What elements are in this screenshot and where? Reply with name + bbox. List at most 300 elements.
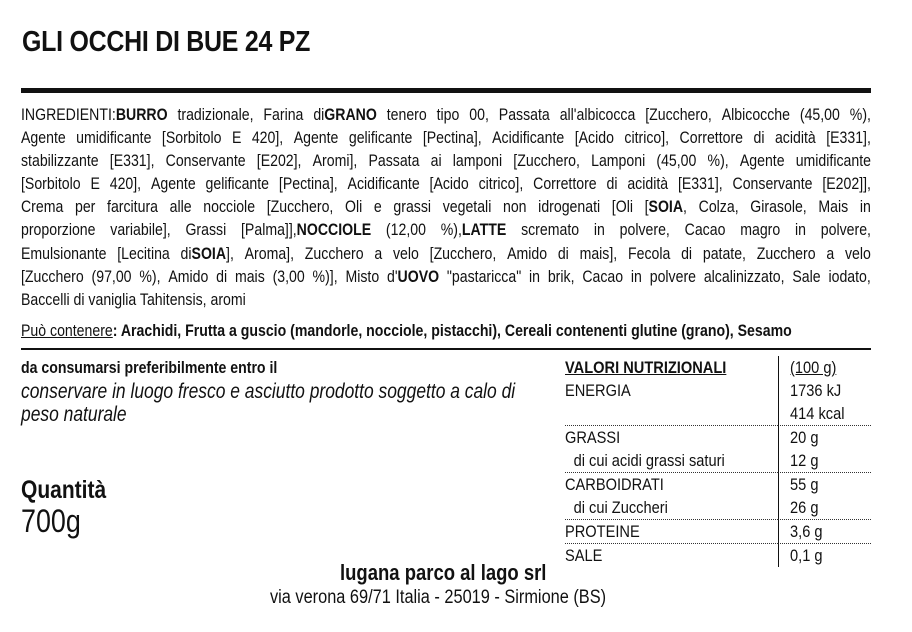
ingredient-word: iodato,: [828, 266, 871, 286]
ingredient-token: [349, 126, 413, 149]
ingredient-word: ],: [226, 243, 234, 263]
ingredient-token: [699, 195, 739, 218]
ingredient-word: Amido: [507, 243, 548, 263]
ingredient-word: vegetali: [442, 197, 492, 217]
ingredient-word: ,: [683, 197, 687, 217]
ingredient-word: [E202]],: [822, 174, 871, 194]
ingredient-token: [447, 265, 521, 288]
nutrition-row: [565, 402, 871, 426]
ingredient-word: per: [74, 197, 96, 217]
ingredient-token: [181, 242, 234, 265]
ingredient-token: [548, 265, 575, 288]
ingredient-word: [E331],: [109, 151, 155, 171]
ingredient-word: a: [826, 243, 835, 263]
company-name: lugana parco al lago srl: [340, 560, 547, 585]
ingredient-token: [680, 126, 743, 149]
nutrient-value: 414 kcal: [790, 404, 845, 423]
ingredient-token: [170, 195, 192, 218]
ingredients-block: [21, 103, 871, 311]
ingredient-token: [558, 242, 569, 265]
ingredient-token: [387, 103, 427, 126]
ingredient-token: [678, 172, 723, 195]
ingredient-word: lamponi: [452, 151, 503, 171]
nutrient-name: SALE: [565, 546, 603, 565]
ingredient-word: [Pectina],: [278, 174, 338, 194]
ingredient-word: in: [630, 266, 642, 286]
allergen-word: SOIA: [648, 197, 684, 217]
ingredient-token: [796, 149, 871, 172]
ingredient-word: polvere,: [619, 220, 670, 240]
ingredient-word: grassi: [393, 197, 432, 217]
ingredients-line: [21, 242, 871, 265]
ingredient-token: [76, 126, 151, 149]
ingredients-line: [21, 195, 871, 218]
ingredient-token: [177, 103, 253, 126]
ingredient-token: [21, 103, 168, 126]
ingredient-token: [313, 265, 338, 288]
ingredient-token: [431, 149, 442, 172]
ingredient-token: [575, 126, 614, 149]
ingredient-token: [273, 265, 305, 288]
ingredient-token: [703, 242, 746, 265]
ingredient-word: (3,00: [272, 266, 305, 286]
ingredient-token: [722, 103, 790, 126]
ingredients-line: [21, 172, 871, 195]
ingredient-token: [624, 126, 669, 149]
nutrient-name: di cui Zuccheri: [573, 498, 668, 517]
ingredient-token: [469, 103, 489, 126]
ingredient-token: [754, 126, 765, 149]
ingredient-token: [453, 149, 502, 172]
ingredient-token: [740, 149, 785, 172]
ingredient-token: [267, 195, 334, 218]
ingredient-token: [818, 195, 848, 218]
ingredient-token: [538, 195, 600, 218]
ingredient-token: [430, 172, 469, 195]
ingredient-word: Acidificante: [492, 128, 565, 148]
ingredient-token: [374, 195, 382, 218]
ingredient-token: [393, 242, 419, 265]
ingredient-word: Albicocche: [721, 105, 790, 124]
ingredient-token: [110, 218, 170, 241]
nutrition-row: [565, 520, 871, 544]
ingredient-word: velo: [844, 243, 871, 263]
nutrient-name: CARBOIDRATI: [565, 475, 664, 494]
ingredient-word: Crema: [21, 197, 64, 217]
ingredient-token: [492, 126, 564, 149]
ingredient-word: in: [529, 266, 541, 286]
ingredient-token: [263, 103, 303, 126]
ingredient-word: %),: [707, 151, 729, 171]
ingredient-token: [21, 172, 81, 195]
nutrient-value: 1736 kJ: [790, 381, 842, 400]
ingredient-word: Conservante: [165, 151, 246, 171]
nutrient-value: 0,1 g: [790, 546, 823, 565]
ingredient-word: brik,: [547, 266, 575, 286]
allergen-word: BURRO: [115, 105, 168, 124]
ingredient-token: [594, 218, 605, 241]
best-before-label: da consumarsi preferibilmente entro il: [21, 358, 278, 377]
ingredient-word: [E202],: [256, 151, 302, 171]
ingredient-token: [828, 265, 870, 288]
ingredient-word: d': [386, 266, 398, 286]
ingredient-token: [645, 195, 687, 218]
ingredient-word: Girasole,: [750, 197, 807, 217]
ingredient-word: %),: [139, 266, 161, 286]
ingredient-token: [75, 195, 95, 218]
ingredient-token: [166, 149, 246, 172]
ingredient-token: [185, 218, 226, 241]
ingredient-word: mais],: [579, 243, 618, 263]
ingredients-line: [21, 126, 871, 149]
nutrition-row: [565, 496, 871, 520]
ingredient-token: [612, 195, 633, 218]
ingredient-word: INGREDIENTI:: [21, 105, 116, 124]
ingredient-word: stabilizzante: [21, 151, 99, 171]
quantity-value: 700g: [21, 503, 81, 539]
ingredient-word: Agente: [21, 128, 66, 148]
ingredient-token: [423, 126, 482, 149]
ingredient-word: Conservante: [732, 174, 813, 194]
ingredient-token: [110, 149, 155, 172]
ingredients-line: [21, 265, 871, 288]
may-contain-line: [21, 319, 871, 342]
ingredient-word: Agente: [150, 174, 196, 194]
nutrient-name: ENERGIA: [565, 381, 631, 400]
ingredient-token: [708, 149, 729, 172]
ingredient-token: [168, 265, 208, 288]
company-address: via verona 69/71 Italia - 25019 - Sirmione (BS): [270, 587, 607, 608]
allergen-word: SOIA: [191, 243, 227, 263]
ingredient-token: [627, 172, 668, 195]
allergen-word: UOVO: [397, 266, 440, 286]
ingredient-token: [393, 195, 431, 218]
ingredient-word: patate,: [702, 243, 746, 263]
ingredient-word: Agente: [739, 151, 785, 171]
ingredient-word: Colza,: [698, 197, 739, 217]
ingredient-token: [368, 149, 419, 172]
ingredient-token: [252, 126, 283, 149]
ingredient-token: [681, 242, 692, 265]
ingredient-word: farcitura: [107, 197, 158, 217]
ingredient-token: [216, 265, 227, 288]
ingredient-word: Acidificante: [347, 174, 420, 194]
ingredient-token: [443, 195, 492, 218]
ingredient-token: [139, 265, 160, 288]
ingredient-word: [Sorbitolo: [21, 174, 81, 194]
ingredient-word: mais: [234, 266, 265, 286]
ingredient-word: [Zucchero,: [429, 243, 497, 263]
ingredient-token: [437, 103, 460, 126]
ingredient-word: %),: [440, 220, 462, 240]
ingredient-token: [21, 149, 99, 172]
ingredient-word: alle: [169, 197, 192, 217]
nutrition-header: [565, 356, 871, 379]
ingredient-word: Farina: [263, 105, 304, 124]
ingredient-word: %)],: [312, 266, 338, 286]
ingredient-word: [Palma]],: [241, 220, 297, 240]
ingredient-word: nocciole: [203, 197, 256, 217]
ingredient-word: [Oli: [611, 197, 633, 217]
ingredient-token: [313, 149, 358, 172]
ingredient-word: di: [606, 174, 618, 194]
ingredient-word: Amido: [168, 266, 209, 286]
nutrient-name: GRASSI: [565, 428, 621, 447]
ingredient-token: [345, 195, 362, 218]
ingredient-token: [257, 149, 302, 172]
nutrition-row: [565, 449, 871, 473]
ingredient-word: [Acido: [429, 174, 469, 194]
ingredient-word: E: [90, 174, 100, 194]
ingredient-word: [Zucchero: [21, 266, 84, 286]
nutrition-row: [565, 544, 871, 567]
ingredient-token: [110, 172, 141, 195]
ingredient-word: (97,00: [91, 266, 132, 286]
ingredient-word: Mais: [818, 197, 849, 217]
ingredient-word: magro: [740, 220, 781, 240]
ingredient-word: Sale: [792, 266, 821, 286]
ingredient-token: [606, 172, 617, 195]
ingredient-word: in: [795, 220, 806, 240]
ingredient-word: gelificante: [205, 174, 270, 194]
ingredients-line: [21, 288, 871, 311]
ingredient-word: di: [753, 128, 765, 148]
ingredient-word: [Acido: [574, 128, 614, 148]
ingredient-word: Passata: [368, 151, 420, 171]
ingredient-token: [645, 103, 712, 126]
ingredient-word: tipo: [436, 105, 460, 124]
ingredient-word: (12,00: [385, 220, 426, 240]
may-contain-label: Può contenere: [21, 321, 113, 340]
ingredient-token: [21, 195, 63, 218]
ingredient-word: 420],: [109, 174, 142, 194]
ingredient-token: [795, 218, 806, 241]
ingredient-token: [628, 242, 670, 265]
may-contain-allergens: : Arachidi, Frutta a guscio (mandorle, nocciole, pistacchi), Cereali contenenti glutine (grano), Sesamo: [112, 321, 792, 340]
ingredient-token: [800, 103, 840, 126]
ingredient-token: [826, 242, 834, 265]
ingredient-word: [Zucchero,: [645, 105, 712, 124]
ingredient-word: Correttore: [533, 174, 597, 194]
ingredient-token: [591, 149, 645, 172]
ingredient-word: alcalinizzato,: [703, 266, 785, 286]
ingredient-word: velo: [392, 243, 419, 263]
ingredient-word: Fecola: [627, 243, 671, 263]
ingredient-word: non: [502, 197, 527, 217]
ingredient-word: [Zucchero,: [513, 151, 580, 171]
quantity-label: Quantità: [21, 476, 107, 504]
ingredient-word: Emulsionante: [21, 243, 107, 263]
ingredient-word: [Pectina],: [422, 128, 482, 148]
ingredients-line: [21, 103, 871, 126]
ingredient-token: [499, 103, 550, 126]
ingredient-token: [850, 103, 871, 126]
ingredient-token: [305, 242, 364, 265]
ingredient-token: [206, 172, 270, 195]
ingredient-word: citrico],: [478, 174, 524, 194]
ingredient-token: [529, 265, 540, 288]
ingredient-token: [151, 172, 196, 195]
ingredient-word: tenero: [386, 105, 427, 124]
ingredient-token: [845, 242, 871, 265]
ingredient-word: a: [374, 243, 383, 263]
nutrition-header-unit: (100 g): [790, 358, 837, 377]
ingredient-word: acidità: [774, 128, 816, 148]
ingredient-token: [582, 265, 623, 288]
ingredient-token: [21, 126, 66, 149]
ingredient-token: [441, 218, 507, 241]
nutrient-name: di cui acidi grassi saturi: [573, 451, 725, 470]
nutrient-value: 26 g: [790, 498, 819, 517]
ingredients-line: [21, 149, 871, 172]
ingredient-token: [107, 195, 158, 218]
ingredient-word: ai: [430, 151, 442, 171]
product-title: GLI OCCHI DI BUE 24 PZ: [22, 26, 311, 58]
ingredient-word: all'albicocca: [559, 105, 636, 124]
ingredient-word: [E331],: [677, 174, 723, 194]
ingredient-word: umidificante: [795, 151, 871, 171]
ingredient-token: [21, 265, 84, 288]
ingredient-token: [656, 149, 696, 172]
ingredient-word: Agente: [293, 128, 339, 148]
ingredient-token: [740, 218, 780, 241]
ingredient-word: proporzione: [21, 220, 96, 240]
ingredient-token: [775, 126, 816, 149]
ingredient-token: [513, 149, 580, 172]
ingredient-word: Aroma],: [244, 243, 295, 263]
ingredient-word: [E331],: [826, 128, 871, 148]
storage-instructions: conservare in luogo fresco e asciutto prodotto soggetto a calo di peso naturale: [21, 380, 516, 426]
ingredient-token: [757, 242, 816, 265]
ingredient-token: [560, 103, 636, 126]
ingredient-token: [821, 218, 871, 241]
ingredient-word: idrogenati: [538, 197, 601, 217]
ingredient-token: [374, 242, 382, 265]
ingredient-word: %),: [849, 105, 871, 124]
ingredient-token: [117, 242, 170, 265]
ingredient-word: [Lecitina: [117, 243, 170, 263]
ingredient-token: [430, 242, 497, 265]
ingredient-word: 420],: [251, 128, 284, 148]
ingredient-word: di: [180, 243, 192, 263]
ingredient-token: [733, 172, 813, 195]
ingredient-token: [232, 126, 241, 149]
ingredient-token: [521, 218, 579, 241]
ingredient-token: [345, 265, 379, 288]
ingredient-token: [387, 265, 439, 288]
ingredient-token: [245, 242, 294, 265]
ingredient-word: citrico],: [624, 128, 670, 148]
ingredient-word: Grassi: [185, 220, 227, 240]
ingredient-token: [685, 218, 726, 241]
ingredient-word: Zucchero: [304, 243, 364, 263]
ingredient-token: [279, 172, 338, 195]
nutrient-name: PROTEINE: [565, 522, 640, 541]
ingredient-word: umidificante: [76, 128, 152, 148]
ingredient-word: Zucchero: [756, 243, 816, 263]
ingredient-word: di: [681, 243, 693, 263]
ingredient-token: [822, 172, 871, 195]
allergen-word: LATTE: [461, 220, 507, 240]
allergen-word: NOCCIOLE: [296, 220, 372, 240]
ingredient-word: Aromi],: [312, 151, 358, 171]
title-divider: [21, 88, 871, 93]
ingredient-token: [860, 195, 871, 218]
ingredient-token: [479, 172, 524, 195]
nutrient-value: 3,6 g: [790, 522, 823, 541]
ingredient-word: Passata: [498, 105, 550, 124]
ingredient-word: "pastaricca": [446, 266, 522, 286]
ingredient-word: 00,: [469, 105, 489, 124]
nutrition-header-title: VALORI NUTRIZIONALI: [565, 358, 727, 377]
ingredient-word: di: [557, 243, 569, 263]
ingredient-token: [750, 195, 806, 218]
nutrition-row: [565, 379, 871, 402]
ingredient-word: Correttore: [679, 128, 744, 148]
ingredient-token: [203, 195, 255, 218]
nutrient-value: 12 g: [790, 451, 819, 470]
ingredient-word: in: [859, 197, 871, 217]
ingredient-word: (45,00: [656, 151, 697, 171]
ingredient-token: [21, 218, 95, 241]
ingredient-token: [348, 172, 420, 195]
nutrition-table: [565, 356, 871, 567]
section-divider: [21, 348, 871, 350]
ingredient-token: [533, 172, 596, 195]
ingredient-token: [294, 126, 339, 149]
ingredient-word: Cacao: [582, 266, 624, 286]
ingredient-token: [21, 242, 106, 265]
ingredient-word: in: [593, 220, 605, 240]
ingredient-word: [: [644, 197, 649, 217]
ingredient-word: [Zucchero,: [266, 197, 334, 217]
ingredient-word: e: [373, 197, 382, 217]
ingredient-word: polvere: [649, 266, 696, 286]
ingredient-word: Lamponi: [591, 151, 646, 171]
ingredient-token: [92, 265, 132, 288]
ingredient-token: [313, 103, 376, 126]
ingredient-token: [580, 242, 618, 265]
ingredient-token: [704, 265, 785, 288]
ingredients-line: [21, 218, 871, 241]
ingredient-word: acidità: [627, 174, 669, 194]
ingredient-token: [792, 265, 820, 288]
ingredient-token: [386, 218, 426, 241]
ingredient-token: [631, 265, 642, 288]
ingredient-token: [235, 265, 265, 288]
nutrition-row: [565, 426, 871, 449]
ingredient-token: [90, 172, 99, 195]
ingredient-token: [503, 195, 527, 218]
ingredient-token: [507, 242, 547, 265]
ingredient-token: [241, 218, 371, 241]
ingredient-word: di: [313, 105, 325, 124]
ingredient-word: scremato: [521, 220, 580, 240]
nutrient-value: 20 g: [790, 428, 819, 447]
allergen-word: GRANO: [324, 105, 377, 124]
ingredient-word: tradizionale,: [177, 105, 254, 124]
ingredient-word: Oli: [345, 197, 363, 217]
ingredient-token: [162, 126, 222, 149]
nutrient-value: 55 g: [790, 475, 819, 494]
ingredient-word: (45,00: [799, 105, 840, 124]
nutrition-row: [565, 473, 871, 496]
ingredient-word: Misto: [345, 266, 380, 286]
ingredient-text: Baccelli di vaniglia Tahitensis, aromi: [21, 289, 246, 309]
ingredient-word: [Sorbitolo: [161, 128, 222, 148]
ingredient-word: E: [231, 128, 242, 148]
ingredient-word: di: [216, 266, 228, 286]
